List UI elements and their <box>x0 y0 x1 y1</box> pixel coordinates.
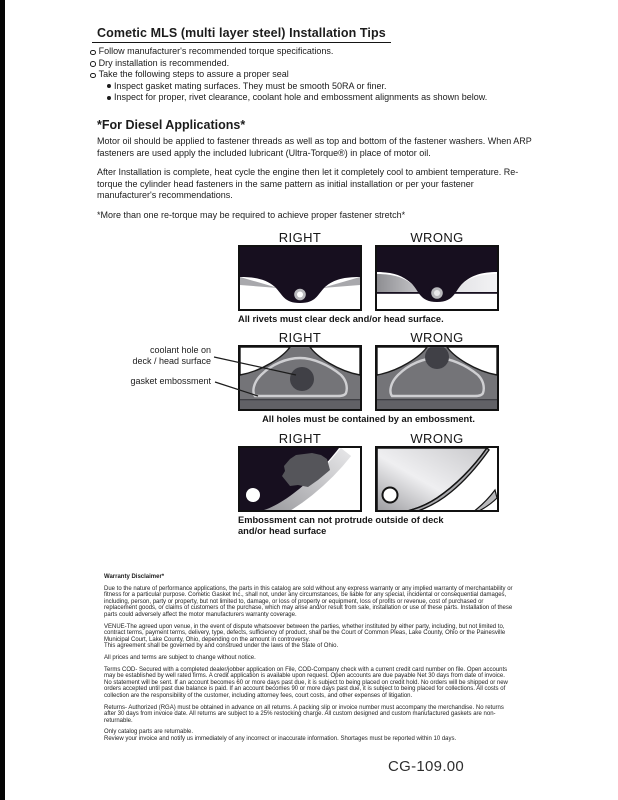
right-label: RIGHT <box>278 330 322 345</box>
tip-text: Take the following steps to assure a proper seal <box>98 69 289 79</box>
tip-item <box>90 46 540 58</box>
coolant-hole-wrong-diagram <box>375 345 499 411</box>
diesel-paragraph: After Installation is complete, heat cycle the engine then let it completely cool to ambient temperature. Re-torque the cylinder head fasteners in the same pattern as initial installation or per your fastener manufacturer's recommendations. <box>97 167 519 200</box>
diagram-caption: All holes must be contained by an embossment. <box>262 414 475 424</box>
diesel-heading: *For Diesel Applications* <box>97 118 246 132</box>
diagram-labels <box>238 231 499 244</box>
wrong-label: WRONG <box>410 230 464 245</box>
warranty-paragraph: Due to the nature of performance applications, the parts in this catalog are sold without any express warranty or any implied warranty of merchantability or fitness for a particular purpose. Cometic Gasket Inc., shall not, under any circumstances, be liable for any special, incidental or consequential damages, including, person, party or property, but not limited to, damage, or loss of property or equipment, loss of profits or revenue, cost of purchased or replacement goods, or claims of customers of the purchase, which may arise and/or result from sale, installation or use of these parts. Installation of these parts could adversely affect the motor manufacturers warranty coverage. <box>104 585 513 618</box>
tip-item <box>90 69 540 81</box>
tip-sub-item <box>90 92 540 104</box>
page-number: CG-109.00 <box>388 758 465 775</box>
embossment-wrong-diagram <box>375 446 499 512</box>
tip-text: Follow manufacturer's recommended torque specifications. <box>98 46 334 56</box>
diagram-row-embossment-protrusion <box>238 432 499 537</box>
page-edge-shadow <box>0 0 5 800</box>
filled-bullet-icon <box>107 84 111 88</box>
open-bullet-icon <box>90 50 96 56</box>
gasket-embossment-callout: gasket embossment <box>130 376 211 386</box>
right-label: RIGHT <box>278 230 322 245</box>
coolant-hole-right-diagram <box>238 345 362 411</box>
diagram-labels <box>238 432 499 445</box>
page-title: Cometic MLS (multi layer steel) Installation Tips <box>92 26 391 43</box>
coolant-hole-callout: coolant hole on deck / head surface <box>132 345 211 366</box>
filled-bullet-icon <box>107 96 111 100</box>
embossment-right-diagram <box>238 446 362 512</box>
warranty-paragraph: Only catalog parts are returnable. <box>104 729 194 736</box>
wrong-label: WRONG <box>410 330 464 345</box>
diesel-paragraph: Motor oil should be applied to fastener threads as well as top and bottom of the fastener washers. When ARP fasteners are used apply the included lubricant (Ultra-Torque®) in place of motor oil. <box>97 136 532 158</box>
warranty-disclaimer-section <box>104 574 514 747</box>
diagram-row-rivet-clearance <box>238 231 499 325</box>
tip-text: Inspect for proper, rivet clearance, coolant hole and embossment alignments as shown below. <box>114 92 488 102</box>
diagram-row-coolant-holes <box>238 331 499 425</box>
warranty-heading: Warranty Disclaimer* <box>104 574 165 580</box>
tips-list <box>90 46 540 104</box>
rivet-clearance-wrong-diagram <box>375 245 499 311</box>
warranty-paragraph: Returns- Authorized (RGA) must be obtained in advance on all returns. A packing slip or invoice number must accompany the merchandise. No returns after 30 days from invoice date. All returns are subject to a 25% restocking charge. All custom designed and custom manufactured gaskets are non-returnable. <box>104 704 504 724</box>
diesel-applications-section <box>97 118 533 229</box>
rivet-clearance-right-diagram <box>238 245 362 311</box>
warranty-paragraph: Review your invoice and notify us immediately of any incorrect or inaccurate information. Shortages must be reported within 10 days. <box>104 735 457 742</box>
tip-text: Dry installation is recommended. <box>98 57 230 68</box>
diagram-labels <box>238 331 499 344</box>
diagram-caption: Embossment can not protrude outside of deck and/or head surface <box>238 515 444 536</box>
diagram-panels <box>238 345 499 411</box>
tip-text: Inspect gasket mating surfaces. They must be smooth 50RA or finer. <box>114 80 387 91</box>
open-bullet-icon <box>90 73 96 79</box>
wrong-label: WRONG <box>410 431 464 446</box>
right-label: RIGHT <box>278 431 322 446</box>
diagram-panels <box>238 245 499 311</box>
tip-item <box>90 58 540 70</box>
warranty-paragraph: Terms COD- Secured with a completed dealer/jobber application on File, COD-Company check with a current credit card number on file. Open accounts may be established by well rated firms. A credit application is available upon request. Open accounts are due payable Net 30 days from date of invoice. No statement will be sent. If an account becomes 60 or more days past due, it is subject to being placed on credit hold. No orders will be shipped or new orders accepted until past due balance is paid. If an account becomes 90 or more days past due, it is subject to being placed for collections. All costs of collection are the responsibility of the customer, including attorney fees, court costs, and other expenses of litigation. <box>104 666 508 699</box>
warranty-paragraph: This agreement shall be governed by and construed under the laws of the State of Ohio. <box>104 643 339 650</box>
tip-sub-item <box>90 81 540 93</box>
warranty-paragraph: All prices and terms are subject to change without notice. <box>104 654 256 661</box>
open-bullet-icon <box>90 61 96 67</box>
diagram-caption: All rivets must clear deck and/or head surface. <box>238 314 444 324</box>
diesel-note: *More than one re-torque may be required to achieve proper fastener stretch* <box>97 209 406 220</box>
diagram-panels <box>238 446 499 512</box>
warranty-paragraph: VENUE-The agreed upon venue, in the event of dispute whatsoever between the parties, whether instituted by either party, including, but not limited to, contract terms, payment terms, delivery, type, defects, sufficiency of product, shall be the Court of Common Pleas, Lake County, Ohio or the Painesville Municipal Court, Lake County, Ohio, depending on the amount in controversy. <box>104 623 506 643</box>
